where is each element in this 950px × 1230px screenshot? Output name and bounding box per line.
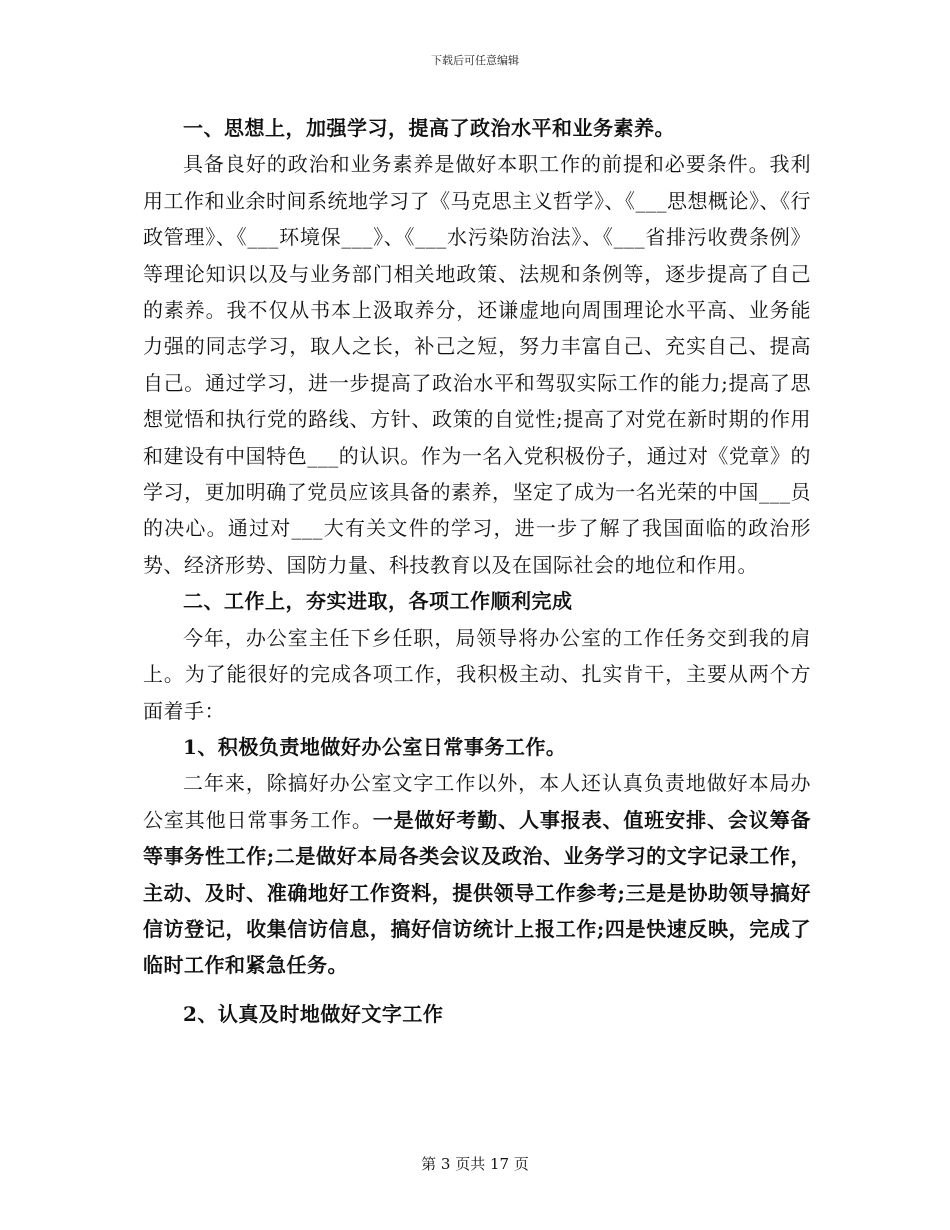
page-footer: 第 3 页共 17 页 xyxy=(421,1155,529,1173)
subheading-2: 2、认真及时地做好文字工作 xyxy=(183,1001,444,1026)
document-body xyxy=(143,110,811,1032)
paragraph-3-bold: 一是做好考勤、人事报表、值班安排、会议筹备等事务性工作;二是做好本局各类会议及政治、业务学习的文字记录工作，主动、及时、准确地好工作资料，提供领导工作参考;三是是协助领导搞好信访登记，收集信访信息，搞好信访统计上报工作;四是快速反映，完成了临时工作和紧急任务。 xyxy=(143,807,812,978)
subheading-1: 1、积极负责地做好办公室日常事务工作。 xyxy=(183,734,567,759)
paragraph-3-plain: 二年来，除搞好办公室文字工作以外，本人还认真负责地做好本局办公室其他日常事务工作。 xyxy=(143,771,811,832)
section-heading-2: 二、工作上，夯实进取，各项工作顺利完成 xyxy=(183,589,573,614)
paragraph-1: 具备良好的政治和业务素养是做好本职工作的前提和必要条件。我利用工作和业余时间系统地学习了《马克思主义哲学》、《___思想概论》、《行政管理》、《___环境保___》、《___水污染防治法》、《___省排污收费条例》等理论知识以及与业务部门相关地政策、法规和条例等，逐步提高了自己的素养。我不仅从书本上汲取养分，还谦虚地向周围理论水平高、业务能力强的同志学习，取人之长，补己之短，努力丰富自己、充实自己、提高自己。通过学习，进一步提高了政治水平和驾驭实际工作的能力;提高了思想觉悟和执行党的路线、方针、政策的自觉性;提高了对党在新时期的作用和建设有中国特色___的认识。作为一名入党积极份子，通过对《党章》的学习，更加明确了党员应该具备的素养，坚定了成为一名光荣的中国___员的决心。通过对___大有关文件的学习，进一步了解了我国面临的政治形势、经济形势、国防力量、科技教育以及在国际社会的地位和作用。 xyxy=(143,152,811,577)
paragraph-2: 今年，办公室主任下乡任职，局领导将办公室的工作任务交到我的肩上。为了能很好的完成各项工作，我积极主动、扎实肯干，主要从两个方面着手： xyxy=(143,625,811,723)
section-heading-1: 一、思想上，加强学习，提高了政治水平和业务素养。 xyxy=(183,116,675,140)
page-header: 下载后可任意编辑 xyxy=(431,54,519,67)
paragraph-3 xyxy=(143,765,811,983)
